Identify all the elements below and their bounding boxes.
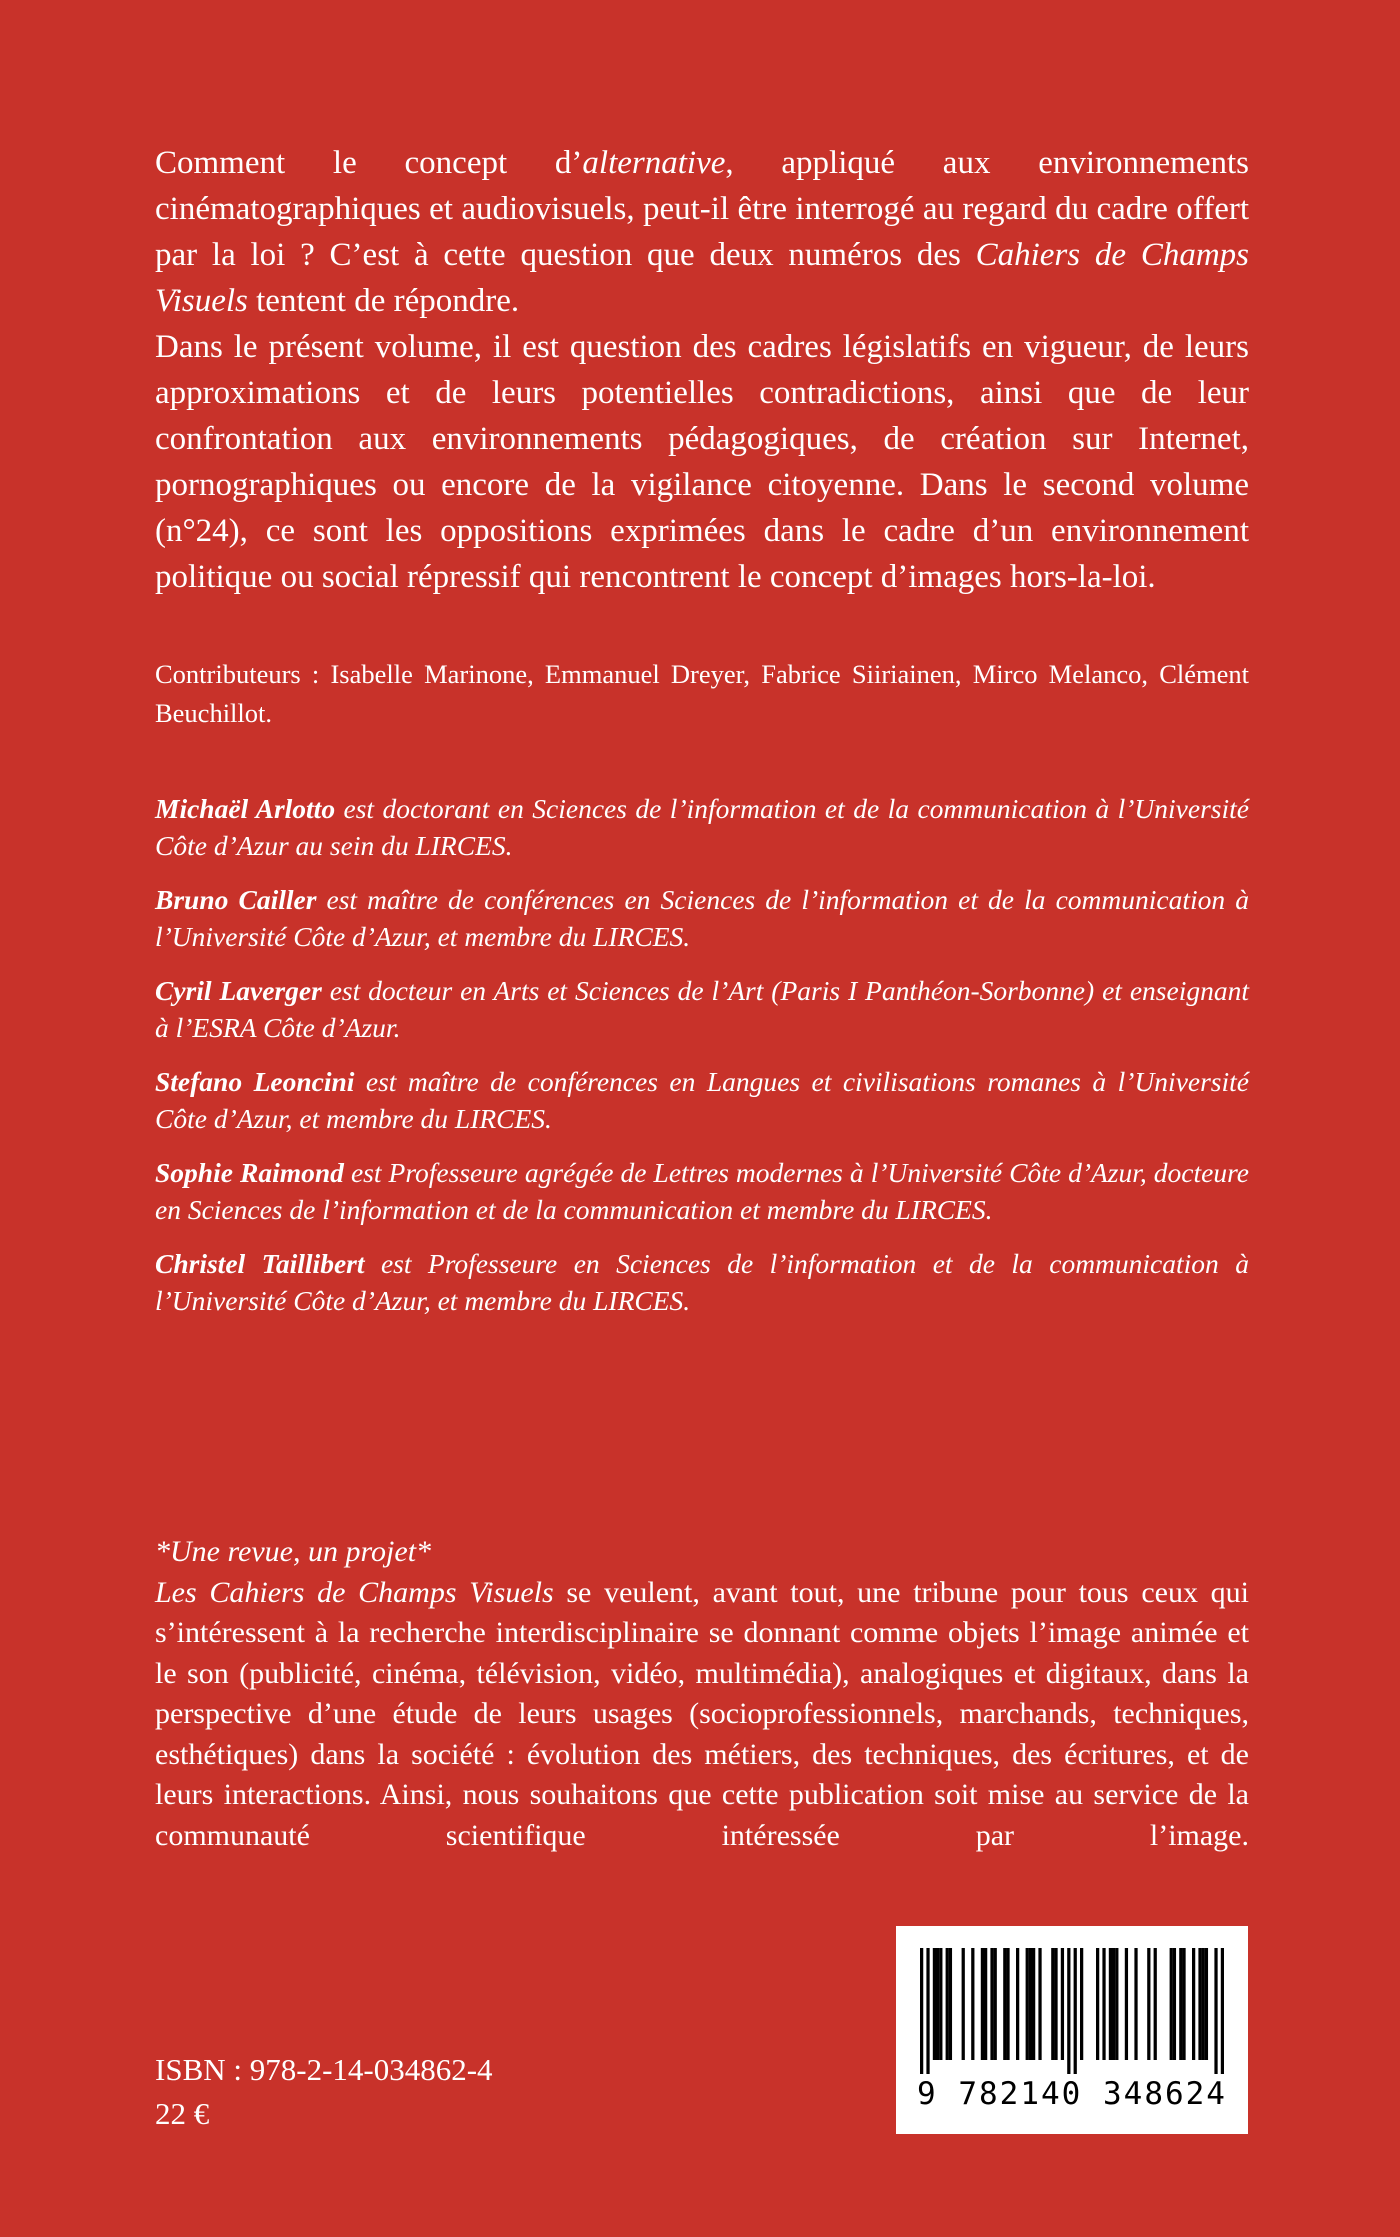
barcode-bar	[1112, 1948, 1115, 2060]
barcode-bar	[962, 1948, 965, 2060]
barcode-bar	[1109, 1948, 1112, 2060]
barcode-bar	[1147, 1948, 1150, 2060]
author-name: Stefano Leoncini	[155, 1066, 355, 1097]
intro-paragraph-2: Dans le présent volume, il est question des cadres législatifs en vigueur, de leurs approximations et de leurs potentielles contradictions, ainsi que de leur confrontation aux environnements pédagogiques, de création sur Internet, pornographiques ou encore de la vigilance citoyenne. Dans le second volume (n°24), ce sont les oppositions exprimées dans le cadre d’un environnement politique ou social répressif qui rencontrent le concept d’images hors-la-loi.	[155, 329, 1249, 595]
intro-p1-emphasis-alternative: alternative	[582, 145, 726, 181]
barcode-icon	[920, 1948, 1224, 2074]
author-description: est Professeure agrégée de Lettres modernes à l’Université Côte d’Azur, docteure en Sciences de l’information et de la communication et membre du LIRCES.	[155, 1157, 1249, 1225]
barcode-bar	[1074, 1948, 1077, 2074]
intro-p1-part1: Comment le concept d’	[155, 145, 583, 181]
intro-paragraph-1	[155, 140, 1249, 324]
barcode-bar	[933, 1948, 936, 2060]
barcode-bar	[1029, 1948, 1032, 2060]
author-description: est maître de conférences en Sciences de l’information et de la communication à l’Université Côte d’Azur, et membre du LIRCES.	[155, 884, 1249, 952]
barcode-bar	[1032, 1948, 1035, 2060]
author-bio	[155, 881, 1249, 955]
intro-p1-emphasis-journal: Cahiers de Champs Visuels	[155, 237, 1250, 319]
intro-p1-part2: , appliqué aux environnements cinématographiques et audiovisuels, peut-il être interrogé au regard du cadre offert par la loi ? C’est à cette question que deux numéros des	[155, 145, 1250, 273]
barcode-bar	[1202, 1948, 1205, 2060]
isbn-number: ISBN : 978-2-14-034862-4	[155, 2052, 493, 2087]
barcode-bar	[1154, 1948, 1157, 2060]
barcode-bar	[1198, 1948, 1201, 2060]
journal-presentation-text	[155, 1573, 1249, 1857]
author-bio	[155, 1063, 1249, 1137]
barcode-bar	[1054, 1948, 1057, 2060]
barcode-bar	[1173, 1948, 1176, 2060]
barcode-bar	[946, 1948, 949, 2060]
barcode-number: 9 782140 348624	[917, 2076, 1227, 2112]
author-name: Christel Taillibert	[155, 1248, 365, 1279]
journal-presentation	[155, 1532, 1249, 1856]
barcode-bar	[1205, 1948, 1208, 2060]
intro-text	[155, 140, 1249, 600]
author-name: Sophie Raimond	[155, 1157, 344, 1188]
barcode-bar	[1096, 1948, 1099, 2060]
barcode-bar	[1192, 1948, 1195, 2060]
barcode-bar	[1051, 1948, 1054, 2060]
author-description: est Professeure en Sciences de l’information et de la communication à l’Université Côte d’Azur, et membre du LIRCES.	[155, 1248, 1249, 1316]
barcode-bar	[994, 1948, 997, 2060]
barcode-bar	[939, 1948, 942, 2060]
barcode-bar	[1061, 1948, 1064, 2060]
barcode-bar	[920, 1948, 923, 2074]
barcode-bar	[971, 1948, 974, 2060]
journal-name: Les Cahiers de Champs Visuels	[155, 1575, 554, 1609]
author-bio	[155, 972, 1249, 1046]
barcode-bar	[1038, 1948, 1041, 2060]
author-bio	[155, 1154, 1249, 1228]
barcode-bar	[936, 1948, 939, 2060]
barcode-bar	[984, 1948, 987, 2060]
barcode-bar	[949, 1948, 952, 2060]
barcode-bar	[1134, 1948, 1137, 2060]
barcode-bar	[1214, 1948, 1217, 2074]
barcode-bar	[1003, 1948, 1006, 2060]
author-name: Cyril Laverger	[155, 975, 322, 1006]
barcode-bar	[1182, 1948, 1185, 2060]
barcode-bar	[1067, 1948, 1070, 2074]
barcode-bar	[981, 1948, 984, 2060]
barcode-bar	[1115, 1948, 1118, 2060]
barcode-bar	[1179, 1948, 1182, 2060]
author-name: Michaël Arlotto	[155, 793, 336, 824]
author-name: Bruno Cailler	[155, 884, 317, 915]
barcode-bar	[1221, 1948, 1224, 2074]
intro-p1-part3: tentent de répondre.	[247, 283, 520, 319]
barcode-bar	[926, 1948, 929, 2074]
author-bio	[155, 1245, 1249, 1319]
barcode-bar	[1125, 1948, 1128, 2060]
author-description: est docteur en Arts et Sciences de l’Art (Paris I Panthéon-Sorbonne) et enseignant à l’ESRA Côte d’Azur.	[155, 975, 1249, 1043]
isbn-price-block	[155, 2048, 493, 2136]
author-description: est doctorant en Sciences de l’information et de la communication à l’Université Côte d’Azur au sein du LIRCES.	[155, 793, 1249, 861]
price: 22 €	[155, 2096, 210, 2131]
author-bios	[155, 790, 1249, 1336]
barcode-bar	[1016, 1948, 1019, 2060]
author-bio	[155, 790, 1249, 864]
author-description: est maître de conférences en Langues et civilisations romanes à l’Université Côte d’Azur, et membre du LIRCES.	[155, 1066, 1250, 1134]
barcode-bar	[1102, 1948, 1105, 2060]
barcode-bar	[1026, 1948, 1029, 2060]
barcode-bar	[1006, 1948, 1009, 2060]
barcode-bar	[990, 1948, 993, 2060]
barcode-bar	[1170, 1948, 1173, 2060]
contributors: Contributeurs : Isabelle Marinone, Emmanuel Dreyer, Fabrice Siiriainen, Mirco Melanco, Clément Beuchillot.	[155, 659, 1249, 728]
journal-presentation-title: *Une revue, un projet*	[155, 1535, 432, 1568]
barcode	[896, 1926, 1248, 2134]
barcode-bar	[1080, 1948, 1083, 2060]
journal-presentation-body: se veulent, avant tout, une tribune pour tous ceux qui s’intéressent à la recherche interdisciplinaire se donnant comme objets l’image animée et le son (publicité, cinéma, télévision, vidéo, multimédia), analogiques et digitaux, dans la perspective d’une étude de leurs usages (socioprofessionnels, marchands, techniques, esthétiques) dans la société : évolution des métiers, des techniques, des écritures, et de leurs interactions. Ainsi, nous souhaitons que cette publication soit mise au service de la communauté scientifique intéressée par l’image.	[155, 1575, 1249, 1852]
